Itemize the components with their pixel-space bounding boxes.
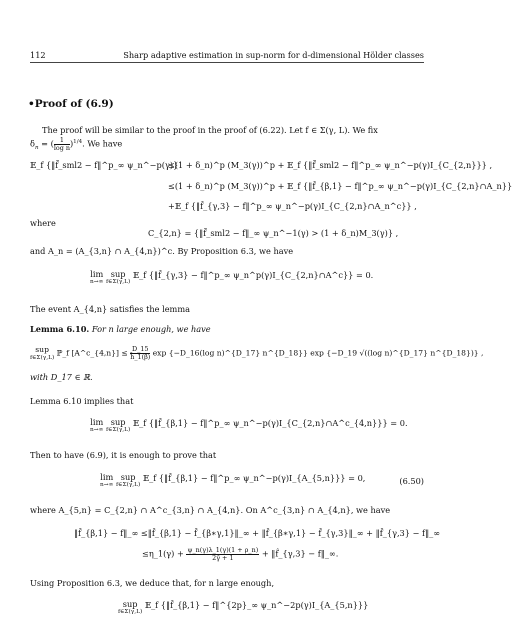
paragraph-6: where A_{5,n} = C_{2,n} ∩ A^c_{3,n} ∩ A_{4,n}. On A^c_{3,n} ∩ A_{4,n}, we have bbox=[30, 505, 391, 515]
equation-5-body: 𝔼_f {‖f̂_{β,1} − f‖^p_∞ ψ_n^−p(γ)I_{C_{2,n}∩A^c_{4,n}}} = 0. bbox=[132, 418, 408, 428]
equation-2: C_{2,n} = {‖f̃_sml2 − f‖_∞ ψ_n^−1(γ) > (1 + δ_n)M_3(γ)} , bbox=[148, 228, 399, 238]
running-title: Sharp adaptive estimation in sup-norm for d-dimensional Hölder classes bbox=[123, 50, 424, 60]
paragraph-5: Then to have (6.9), it is enough to prove that bbox=[30, 450, 217, 460]
equation-7-row-1: ‖f̂_{β,1} − f‖_∞ ≤‖f̂_{β,1} − f̂_{β∗γ,1}‖_∞ + ‖f̂_{β∗γ,1} − f̂_{γ,3}‖_∞ + ‖f̂_{γ,3} − f‖_∞ bbox=[74, 528, 441, 538]
header-rule bbox=[30, 62, 424, 63]
paragraph-3: The event A_{4,n} satisfies the lemma bbox=[30, 304, 190, 314]
lemma-statement bbox=[30, 324, 424, 335]
paragraph-1-line-1: The proof will be similar to the proof in the proof of (6.22). Let f ∈ Σ(γ, L). We fix bbox=[42, 125, 378, 135]
equation-4: sup f∈Σ(γ,L) ℙ_f [A^c_{4,n}] ≤ $\frac{D\_15}{h̄\_1(\beta)}$ exp {−D_16(log n)^{D_17} n^{D_18}} exp {−D_19 √((log n)^{D_17} n^{D_18})} , bbox=[30, 345, 484, 361]
equation-8: sup f∈Σ(γ,L) 𝔼_f {‖f̂_{β,1} − f‖^{2p}_∞ ψ_n^−2p(γ)I_{A_{5,n}}} bbox=[118, 599, 369, 615]
equation-1-row-1-left: 𝔼_f {‖f̃_sml2 − f‖^p_∞ ψ_n^−p(γ)} bbox=[30, 160, 179, 170]
lemma-with: with D_17 ∈ ℝ. bbox=[30, 372, 93, 382]
equation-5: lim n→∞ sup f∈Σ(γ,L) 𝔼_f {‖f̂_{β,1} − f‖^p_∞ ψ_n^−p(γ)I_{C_{2,n}∩A^c_{4,n}}} = 0. bbox=[90, 417, 408, 433]
page-number: 112 bbox=[30, 50, 46, 60]
equation-7-row-2: ≤η_1(γ) + $\frac{\psi\_n(\gamma)\lambda\_1(\gamma)(1 + \rho\_n)}{2\gammā + 1}$ + ‖f̂_{γ,3} − f‖_∞. bbox=[142, 546, 339, 562]
equation-6: lim n→∞ sup f∈Σ(γ,L) 𝔼_f {‖f̂_{β,1} − f‖^p_∞ ψ_n^−p(γ)I_{A_{5,n}}} = 0, bbox=[100, 472, 366, 488]
lemma-label: Lemma 6.10. bbox=[30, 324, 90, 334]
paragraph-2: and A_n = (A_{3,n} ∩ A_{4,n})^c. By Proposition 6.3, we have bbox=[30, 246, 294, 256]
equation-1-row-2: ≤(1 + δ_n)^p (M_3(γ))^p + 𝔼_f {‖f̂_{β,1} − f‖^p_∞ ψ_n^−p(γ)I_{C_{2,n}∩A_n}} bbox=[168, 181, 512, 191]
paragraph-1-line-2: $\delta_n$ = ( $\frac{1}{\text{log n}}$ )$^{1/4}$. We have bbox=[30, 136, 123, 152]
paragraph-1 bbox=[30, 125, 436, 136]
equation-3-body: 𝔼_f {‖f̂_{γ,3} − f‖^p_∞ ψ_n^p(γ)I_{C_{2,n}∩A^c}} = 0. bbox=[132, 270, 374, 280]
equation-8-body: 𝔼_f {‖f̂_{β,1} − f‖^{2p}_∞ ψ_n^−2p(γ)I_{A_{5,n}}} bbox=[144, 600, 369, 610]
paragraph-4: Lemma 6.10 implies that bbox=[30, 396, 134, 406]
equation-3: lim n→∞ sup f∈Σ(γ,L) 𝔼_f {‖f̂_{γ,3} − f‖^p_∞ ψ_n^p(γ)I_{C_{2,n}∩A^c}} = 0. bbox=[90, 269, 374, 285]
equation-1-row-1-right: ≤(1 + δ_n)^p (M_3(γ))^p + 𝔼_f {‖f̃_sml2 − f‖^p_∞ ψ_n^−p(γ)I_{C_{2,n}}} , bbox=[168, 160, 493, 170]
equation-1-row-3: +𝔼_f {‖f̂_{γ,3} − f‖^p_∞ ψ_n^−p(γ)I_{C_{2,n}∩A_n^c}} , bbox=[168, 201, 417, 211]
paragraph-7: Using Proposition 6.3, we deduce that, for n large enough, bbox=[30, 578, 275, 588]
lemma-text: For n large enough, we have bbox=[91, 324, 211, 334]
where-label: where bbox=[30, 218, 56, 228]
equation-6-body: 𝔼_f {‖f̂_{β,1} − f‖^p_∞ ψ_n^−p(γ)I_{A_{5,n}}} = 0, bbox=[142, 473, 366, 483]
equation-number: (6.50) bbox=[399, 476, 424, 486]
section-title: •Proof of (6.9) bbox=[28, 98, 114, 110]
